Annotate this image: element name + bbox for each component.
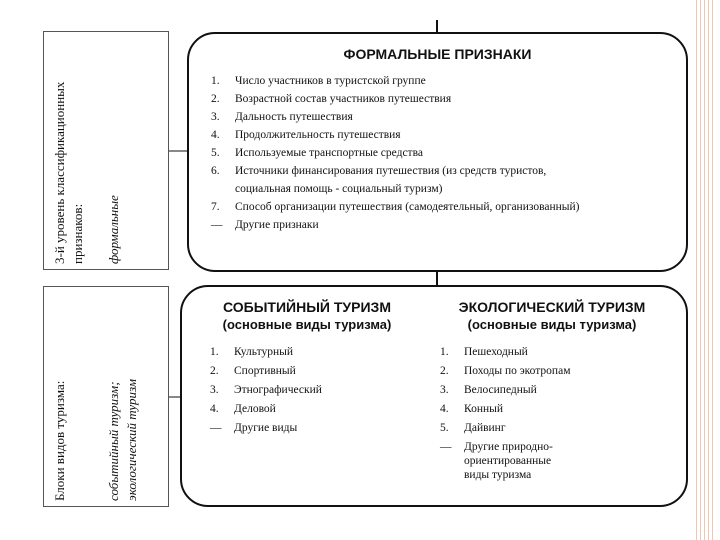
event-title: СОБЫТИЙНЫЙ ТУРИЗМ bbox=[223, 299, 391, 315]
tourism-types-box: СОБЫТИЙНЫЙ ТУРИЗМ (основные виды туризма) 1. Культурный 2. Спортивный 3. Этнографический 4. Деловой — Другие виды ЭКОЛОГИЧЕСКИЙ ТУРИЗМ (основные виды туризма) 1. Пешеходный 2. Походы по экотропам 3. Велосипедный 4. Конный 5. Дайвинг — Другие природно- ориентированные виды туризма bbox=[180, 285, 688, 507]
formal-features-box: ФОРМАЛЬНЫЕ ПРИЗНАКИ 1. Число участников в туристской группе 2. Возрастной состав участников путешествия 3. Дальность путешествия 4. Продолжительность путешествия 5. Используемые транспортные средства 6. Источники финансирования путешествия (из средств туристов, социальная помощь - социальный туризм) 7. Способ организации путешествия (самодеятельный, организованный) — Другие признаки bbox=[187, 32, 688, 272]
formal-title: ФОРМАЛЬНЫЕ ПРИЗНАКИ bbox=[343, 46, 532, 62]
side-label-bottom bbox=[43, 286, 169, 507]
side-top-line2: признаков: bbox=[70, 203, 85, 264]
side-label-top bbox=[43, 31, 169, 270]
side-bottom-line2: событийный туризм; bbox=[106, 381, 121, 501]
side-top-line1: 3-й уровень классификационных bbox=[52, 81, 67, 264]
side-top-line3: формальные bbox=[106, 195, 121, 264]
side-bottom-line1: Блоки видов туризма: bbox=[52, 380, 67, 501]
eco-subtitle: (основные виды туризма) bbox=[467, 317, 637, 332]
event-subtitle: (основные виды туризма) bbox=[222, 317, 392, 332]
side-bottom-line3: экологический туризм bbox=[124, 378, 139, 501]
eco-title: ЭКОЛОГИЧЕСКИЙ ТУРИЗМ bbox=[458, 299, 646, 315]
